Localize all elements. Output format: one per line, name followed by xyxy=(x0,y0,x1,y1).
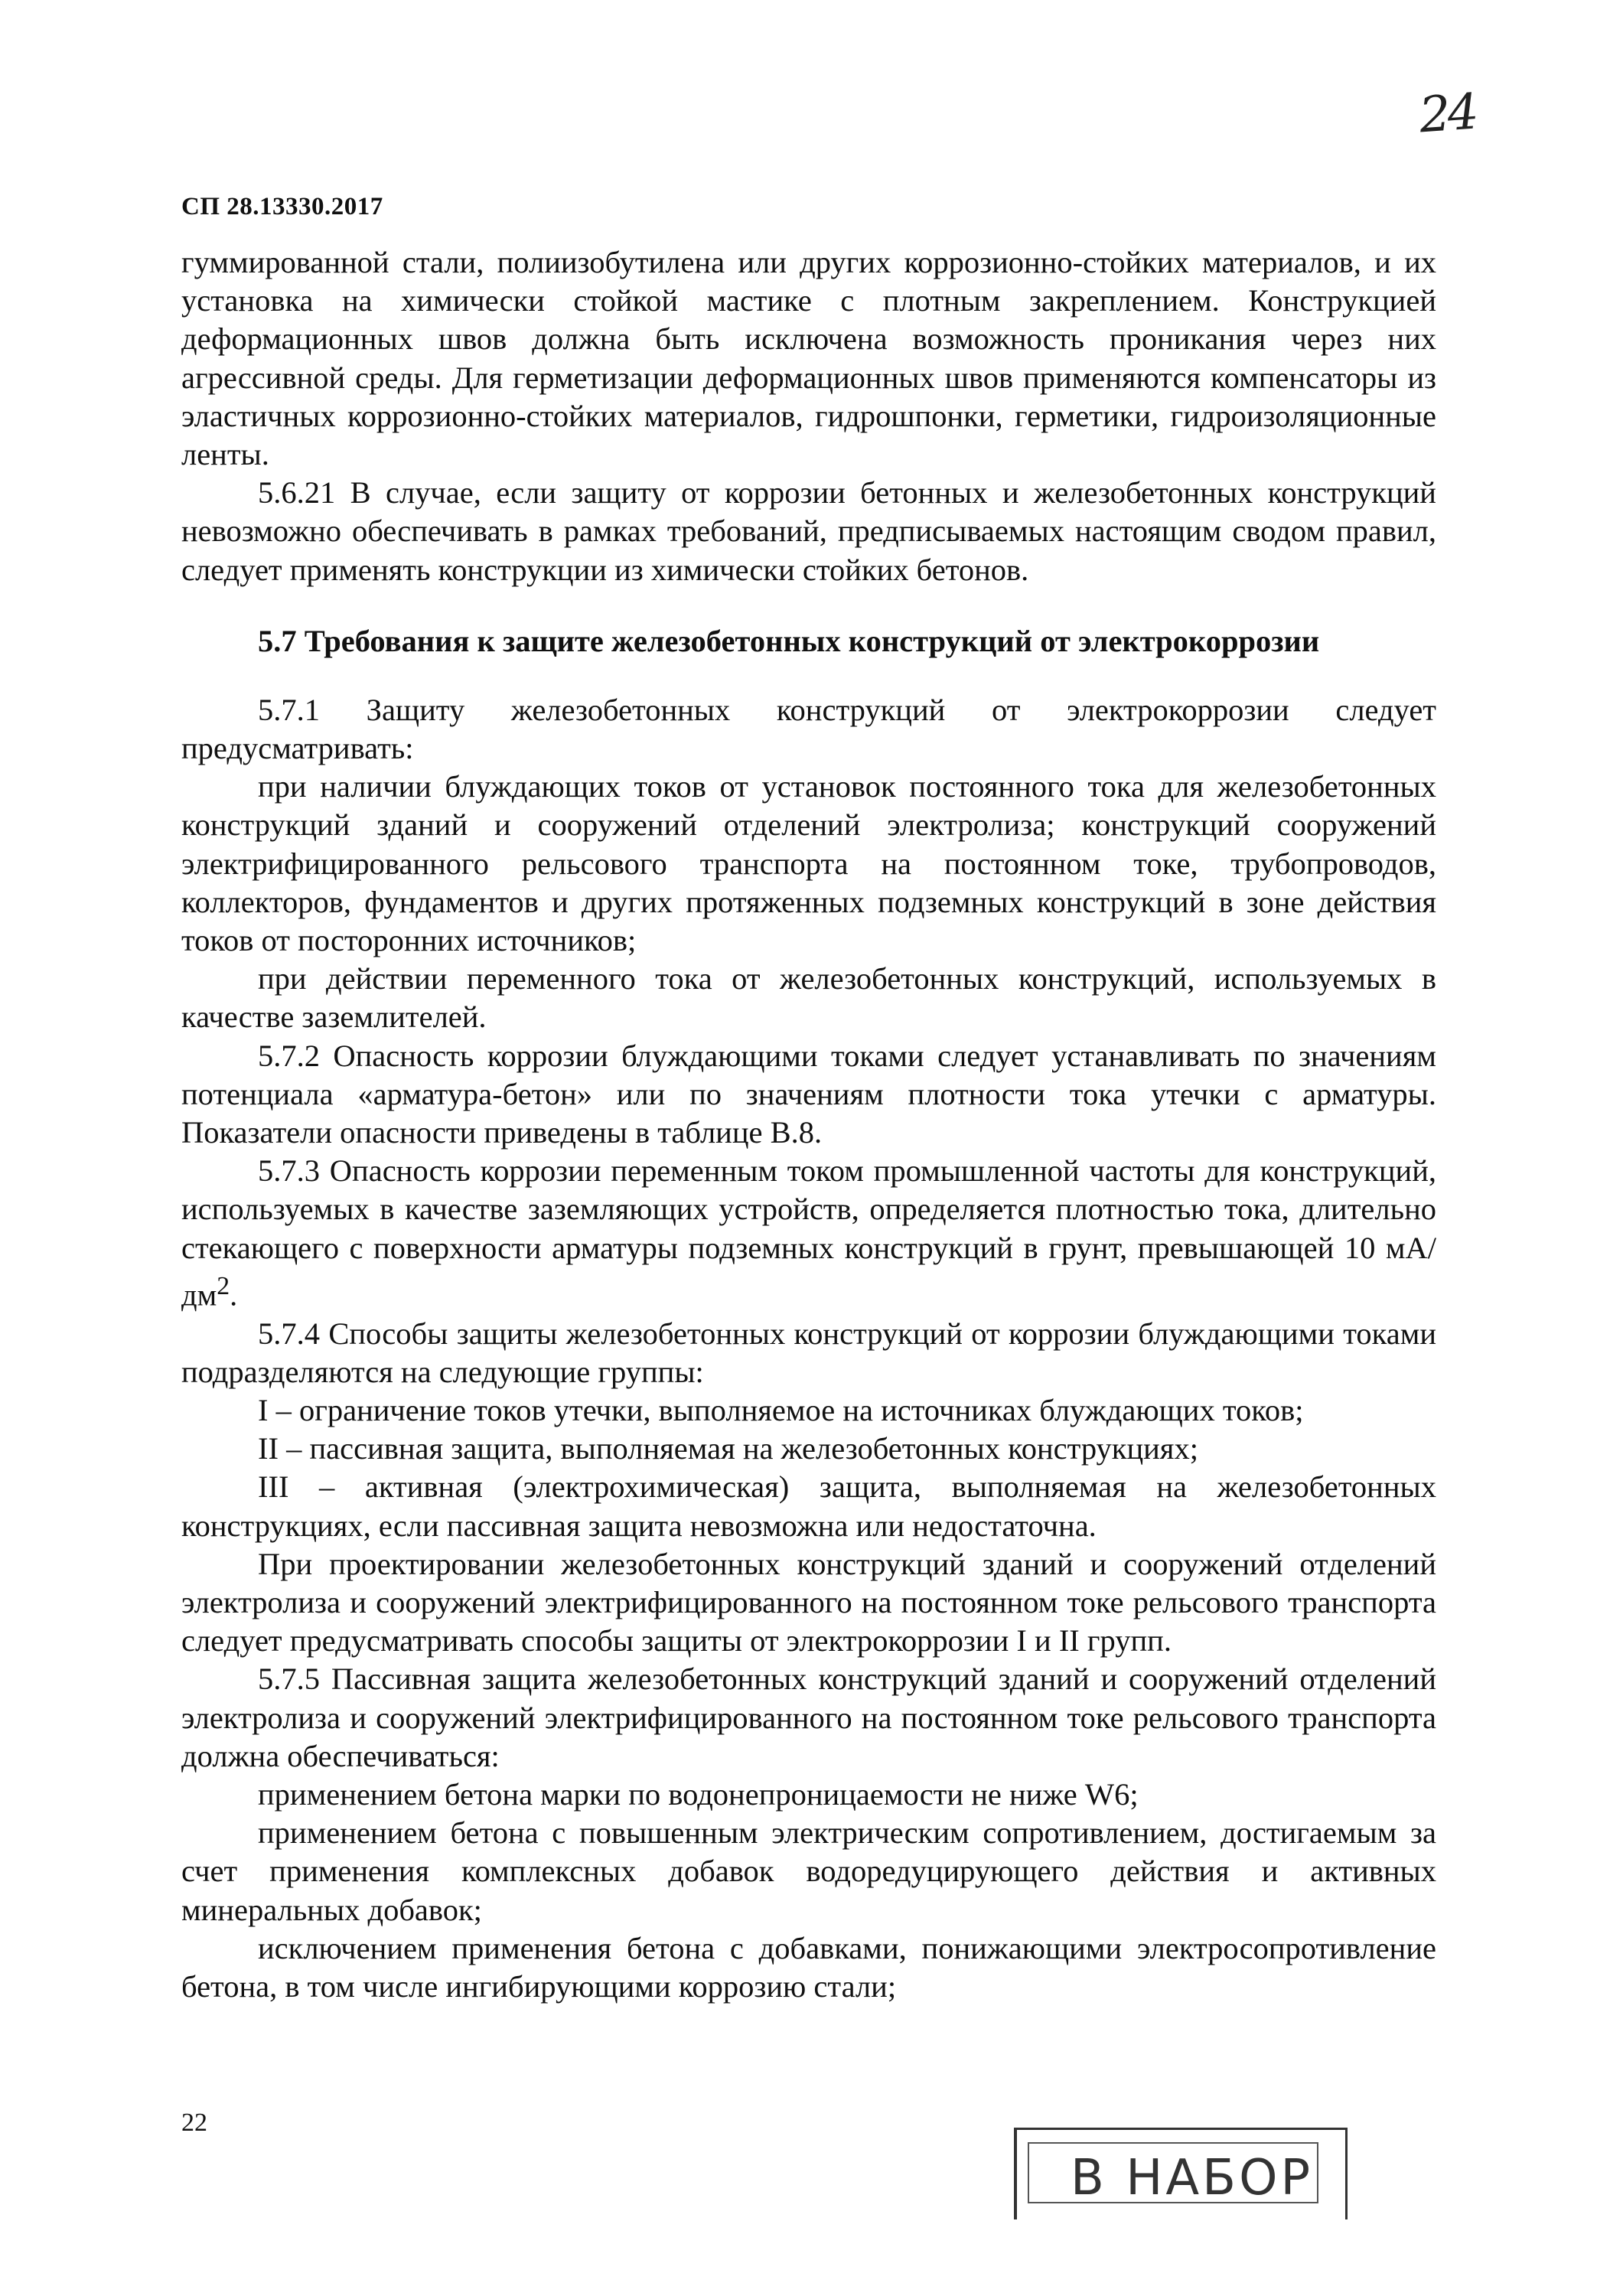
paragraph-5-7-1: 5.7.1 Защиту железобетонных конструкций от электрокоррозии следует предусматривать: xyxy=(181,692,1436,766)
paragraph-5-7-2: 5.7.2 Опасность коррозии блуждающими токами следует устанавливать по значениям потенциала «арматура-бетон» или по значениям плотности тока утечки с арматуры. Показатели опасности приведены в таблице В.8. xyxy=(181,1038,1436,1150)
list-item-group-1: I – ограничение токов утечки, выполняемое на источниках блуждающих токов; xyxy=(258,1392,1304,1427)
paragraph-5-7-4: 5.7.4 Способы защиты железобетонных конструкций от коррозии блуждающими токами подразделяются на следующие группы: xyxy=(181,1316,1436,1389)
paragraph-5-7-5: 5.7.5 Пассивная защита железобетонных конструкций зданий и сооружений отделений электролиза и сооружений электрифицированного на постоянном токе рельсового транспорта должна обеспечиваться: xyxy=(181,1662,1436,1773)
document-code: СП 28.13330.2017 xyxy=(181,193,383,220)
document-body xyxy=(181,243,1436,2006)
paragraph-5-6-21: 5.6.21 В случае, если защиту от коррозии бетонных и железобетонных конструкций невозможно обеспечивать в рамках требований, предписываемых настоящим сводом правил, следует применять конструкции из химически стойких бетонов. xyxy=(181,475,1436,587)
list-item: исключением применения бетона с добавками, понижающими электросопротивление бетона, в том числе ингибирующими коррозию стали; xyxy=(181,1930,1436,2004)
stamp xyxy=(1014,2128,1348,2219)
section-heading-5-7: 5.7 Требования к защите железобетонных конструкций от электрокоррозии xyxy=(258,623,1320,658)
paragraph-5-7-3 xyxy=(181,1152,1436,1314)
paragraph: при наличии блуждающих токов от установок постоянного тока для железобетонных конструкций зданий и сооружений отделений электролиза; конструкций сооружений электрифицированного рельсового транспорта на постоянном токе, трубопроводов, коллекторов, фундаментов и других протяженных подземных конструкций в зоне действия токов от посторонних источников; xyxy=(181,769,1436,958)
paragraph: при действии переменного тока от железобетонных конструкций, используемых в качестве заземлителей. xyxy=(181,961,1436,1035)
page-number: 22 xyxy=(181,2108,207,2137)
superscript: 2 xyxy=(217,1271,230,1300)
paragraph: При проектировании железобетонных конструкций зданий и сооружений отделений электролиза и сооружений электрифицированного на постоянном токе рельсового транспорта следует предусматривать способы защиты от электрокоррозии I и II групп. xyxy=(181,1546,1436,1658)
paragraph-text: 5.7.3 Опасность коррозии переменным током промышленной частоты для конструкций, используемых в качестве заземляющих устройств, определяется плотностью тока, длительно стекающего с поверхности арматуры подземных конструкций в грунт, превышающей 10 мА/дм xyxy=(181,1153,1436,1313)
list-item-group-3: III – активная (электрохимическая) защита, выполняемая на железобетонных конструкциях, если пассивная защита невозможна или недостаточна. xyxy=(181,1469,1436,1543)
list-item-group-2: II – пассивная защита, выполняемая на железобетонных конструкциях; xyxy=(258,1431,1198,1466)
paragraph-text-end: . xyxy=(230,1277,238,1313)
list-item: применением бетона с повышенным электрическим сопротивлением, достигаемым за счет применения комплексных добавок водоредуцирующего действия и активных минеральных добавок; xyxy=(181,1815,1436,1927)
list-item: применением бетона марки по водонепроницаемости не ниже W6; xyxy=(258,1777,1139,1812)
paragraph: гуммированной стали, полиизобутилена или других коррозионно-стойких материалов, и их установка на химически стойкой мастике с плотным закреплением. Конструкцией деформационных швов должна быть исключена возможность проникания через них агрессивной среды. Для герметизации деформационных швов применяются компенсаторы из эластичных коррозионно-стойких материалов, гидрошпонки, герметики, гидроизоляционные ленты. xyxy=(181,245,1436,472)
handwritten-page-number: 24 xyxy=(1417,83,1478,145)
stamp-text: В НАБОР xyxy=(1071,2150,1314,2206)
